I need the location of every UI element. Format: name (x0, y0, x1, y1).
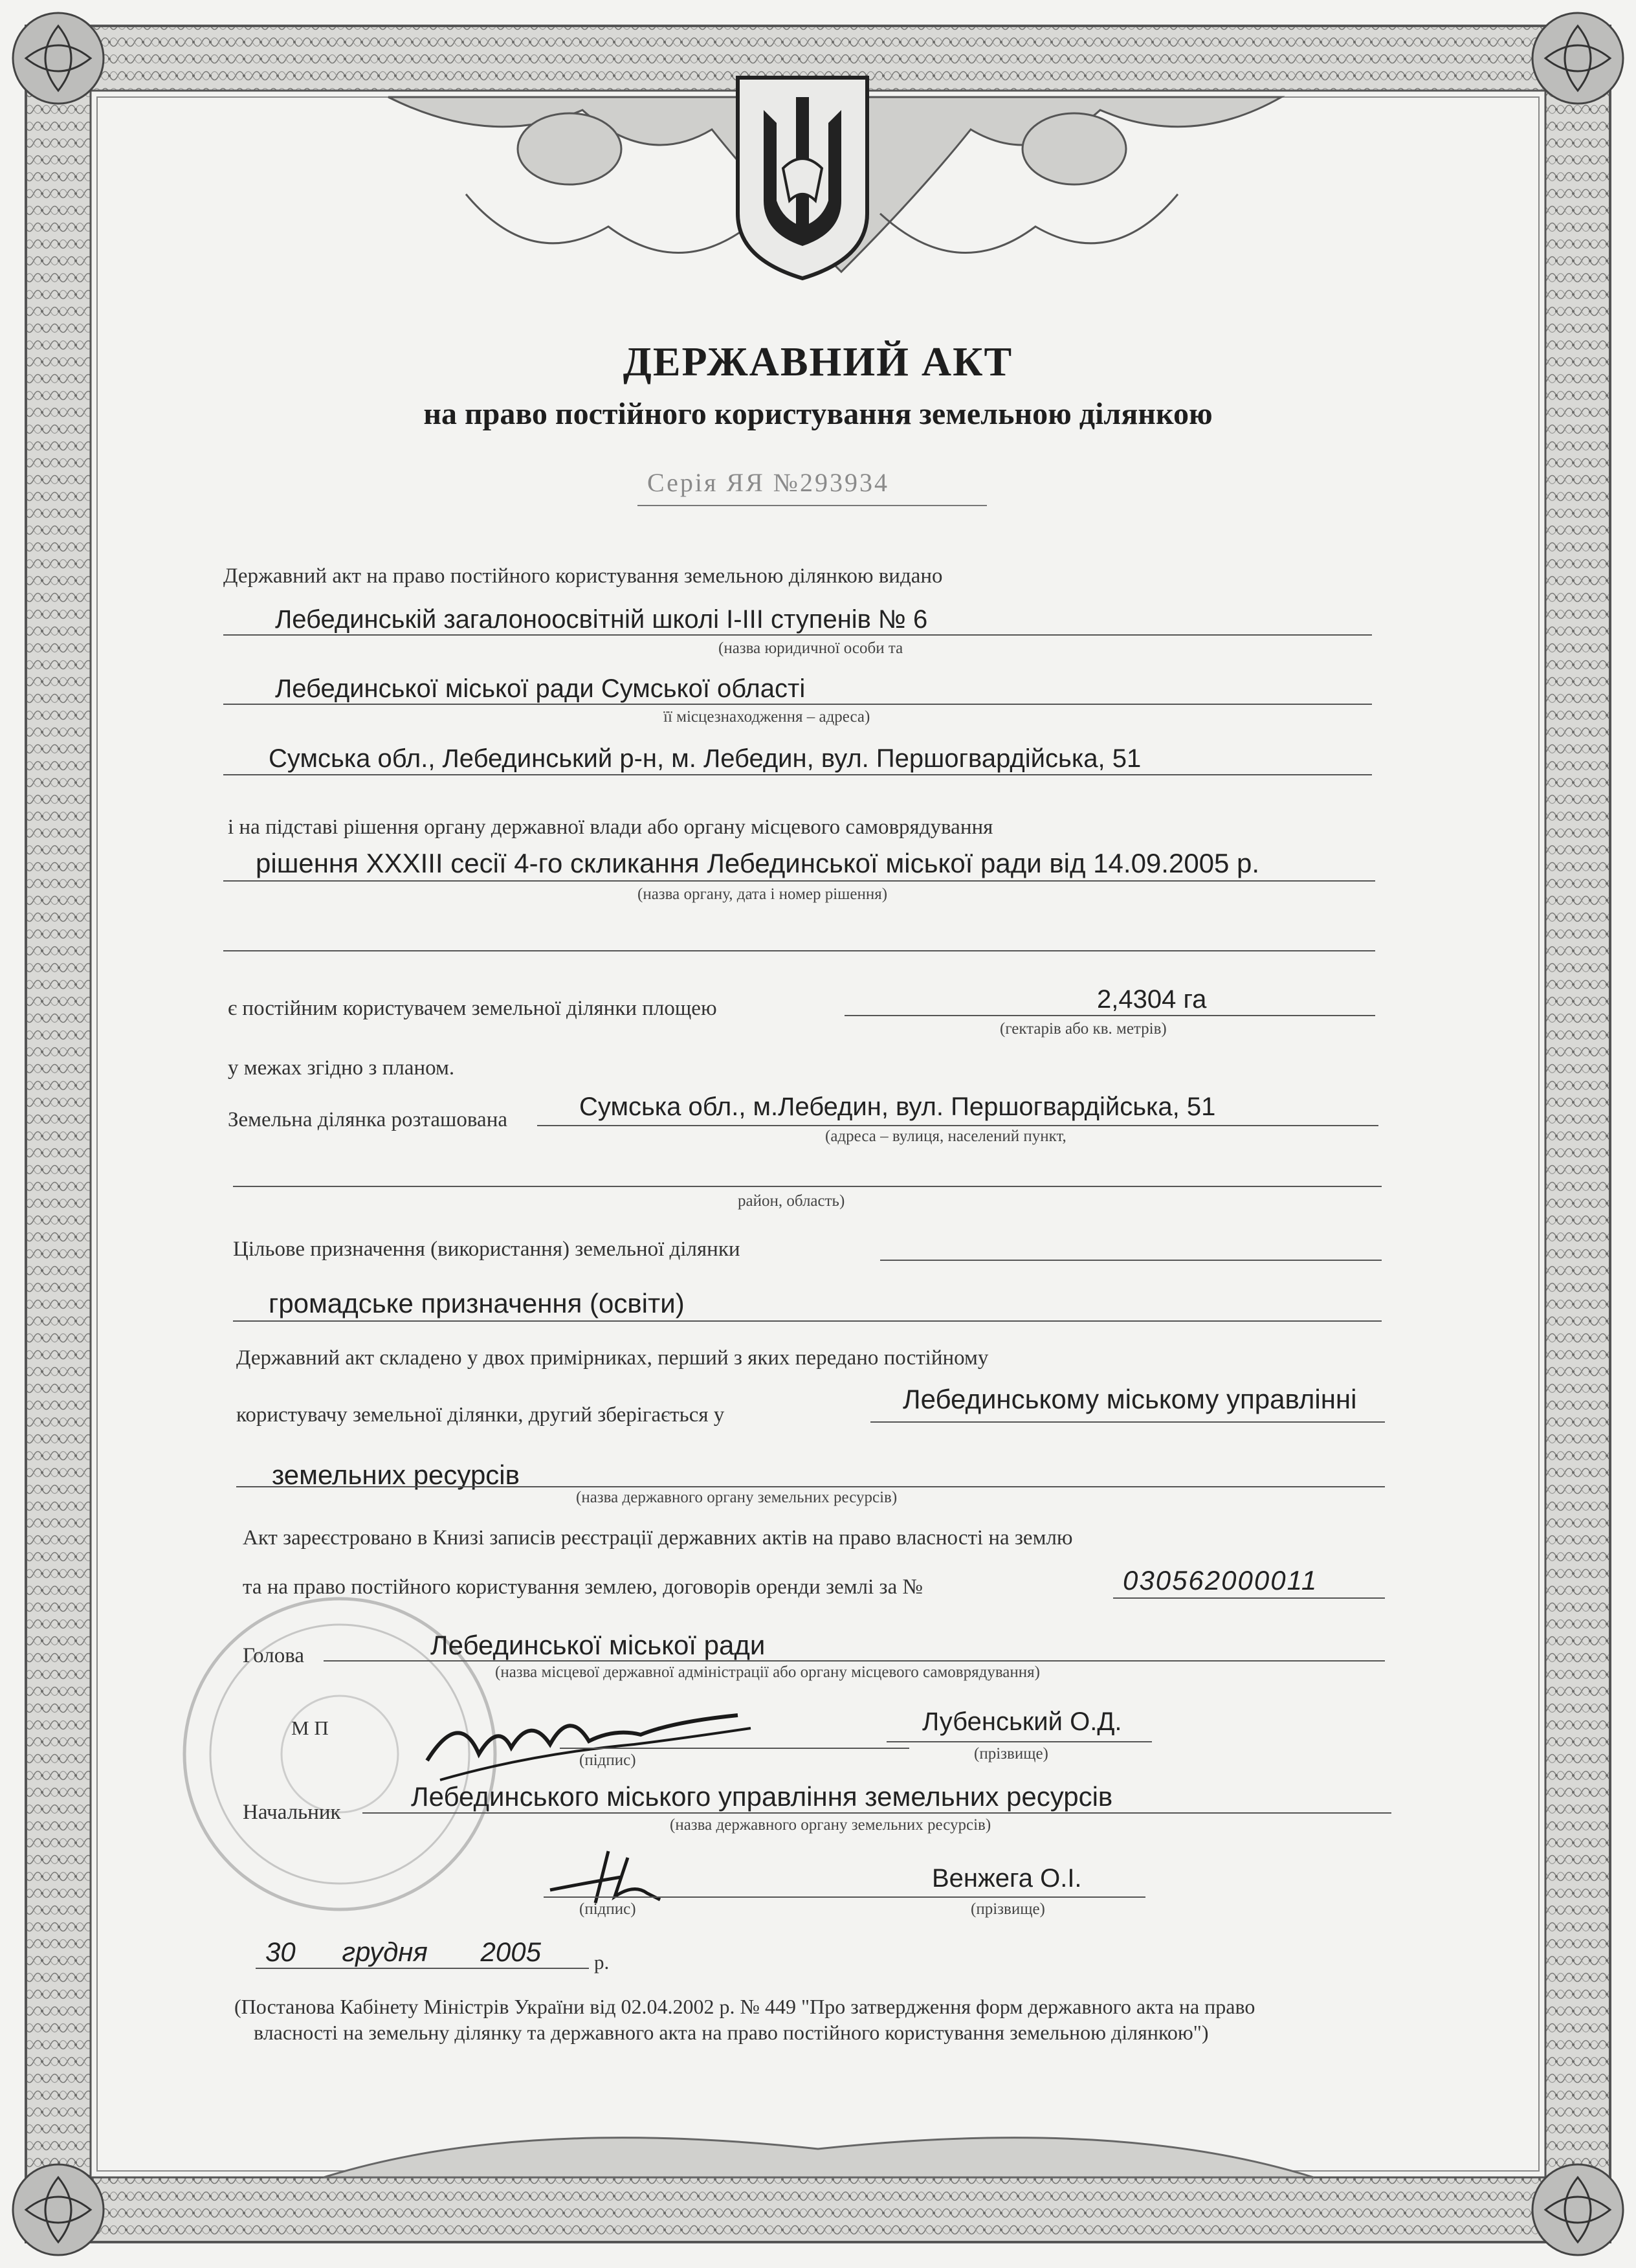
caption-district: район, область) (738, 1192, 845, 1210)
caption-chief-org: (назва державного органу земельних ресурсів) (670, 1816, 991, 1834)
caption-entity: (назва юридичної особи та (718, 639, 903, 657)
stamp-label: М П (291, 1717, 329, 1739)
grantee-address: Сумська обл., Лебединський р-н, м. Лебедин, вул. Першогвардійська, 51 (269, 744, 1142, 773)
grantee-name: Лебединській загалоноосвітній школі І-ІІІ ступенів № 6 (275, 605, 928, 634)
series-value: 293934 (799, 468, 889, 497)
plan-text: у межах згідно з планом. (228, 1056, 455, 1080)
issue-date (265, 1937, 541, 1968)
purpose-value: громадське призначення (освіти) (269, 1288, 685, 1318)
footer-line2: власності на земельну ділянку та державного акта на право постійного користування земельною ділянкою") (254, 2021, 1209, 2044)
series-number (647, 467, 889, 498)
area-label: є постійним користувачем земельної ділянки площею (228, 997, 717, 1020)
head-name: Лубенський О.Д. (922, 1707, 1122, 1736)
date-year: 2005 (480, 1937, 541, 1967)
basis-text: і на підставі рішення органу державної влади або органу місцевого самоврядування (228, 816, 993, 839)
caption-surname-1: (прізвище) (974, 1745, 1048, 1762)
registry-line2: та на право постійного користування землею, договорів оренди землі за № (243, 1575, 923, 1599)
document-title: ДЕРЖАВНИЙ АКТ (623, 339, 1013, 384)
head-org: Лебединської міської ради (430, 1630, 766, 1660)
date-day: 30 (265, 1937, 296, 1967)
registry-number: 030562000011 (1123, 1565, 1318, 1595)
date-month: грудня (342, 1937, 428, 1967)
grantee-name-cont: Лебединської міської ради Сумської області (275, 674, 806, 703)
caption-signature-2: (підпис) (579, 1900, 636, 1918)
caption-storage: (назва державного органу земельних ресурсів) (576, 1489, 898, 1506)
caption-area: (гектарів або кв. метрів) (1000, 1020, 1167, 1038)
chief-org: Лебединського міського управління земельних ресурсів (411, 1781, 1113, 1812)
caption-location: її місцезнаходження – адреса) (663, 708, 870, 726)
caption-street: (адреса – вулиця, населений пункт, (825, 1128, 1067, 1145)
plot-location: Сумська обл., м.Лебедин, вул. Першогвардійська, 51 (579, 1093, 1216, 1121)
document-subtitle: на право постійного користування земельною ділянкою (423, 397, 1213, 431)
chief-label: Начальник (243, 1801, 341, 1824)
caption-surname-2: (прізвище) (971, 1900, 1045, 1918)
trident-emblem (725, 71, 880, 285)
caption-head-org: (назва місцевої державної адміністрації або органу місцевого самоврядування) (495, 1663, 1040, 1681)
footer-line1: (Постанова Кабінету Міністрів України від 02.04.2002 р. № 449 "Про затвердження форм державного акта на право (234, 1995, 1255, 2018)
caption-decision: (назва органу, дата і номер рішення) (637, 885, 888, 903)
date-suffix: р. (594, 1951, 610, 1973)
chief-name: Венжега О.І. (932, 1864, 1082, 1893)
storage-authority: Лебединському міському управлінні (903, 1384, 1357, 1414)
purpose-label: Цільове призначення (використання) земельної ділянки (233, 1238, 740, 1261)
caption-signature-1: (підпис) (579, 1751, 636, 1769)
copies-line2: користувачу земельної ділянки, другий зберігається у (236, 1403, 725, 1427)
area-value: 2,4304 га (1097, 985, 1207, 1014)
plot-location-label: Земельна ділянка розташована (228, 1108, 507, 1131)
copies-line1: Державний акт складено у двох примірниках, перший з яких передано постійному (236, 1346, 989, 1370)
series-label: Серія ЯЯ № (647, 468, 800, 497)
storage-authority-cont: земельних ресурсів (272, 1460, 520, 1490)
decision-text: рішення XXXIII сесії 4-го скликання Лебединської міської ради від 14.09.2005 р. (256, 848, 1260, 878)
intro-text: Державний акт на право постійного користування земельною ділянкою видано (223, 564, 943, 588)
head-label: Голова (243, 1644, 305, 1667)
registry-line1: Акт зареєстровано в Книзі записів реєстрації державних актів на право власності на землю (243, 1526, 1073, 1550)
